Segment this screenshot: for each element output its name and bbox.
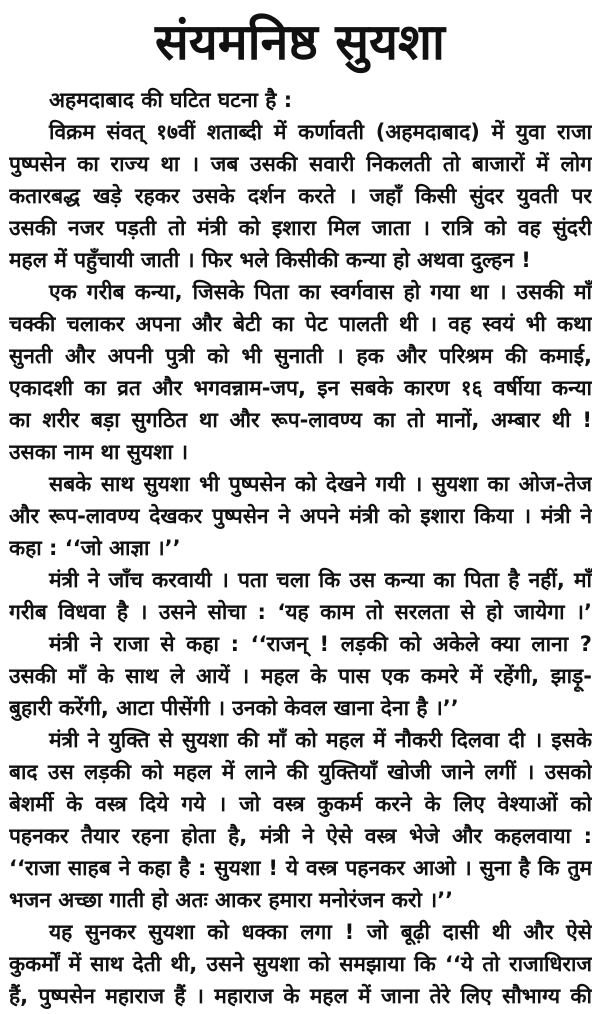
text-line: सुनती और अपनी पुत्री को भी सुनाती । हक और परिश्रम की कमाई, (9, 344, 592, 368)
text-line: मंत्री ने युक्ति से सुयशा की माँ को महल में नौकरी दिलवा दी । इसके (49, 728, 592, 752)
text-line: उसकी माँ के साथ ले आयें । महल के पास एक कमरे में रहेंगी, झाड़ू- (9, 664, 592, 688)
text-line: बाद उस लड़की को महल में लाने की युक्तियाँ खोजी जाने लगीं । उसको (9, 760, 592, 784)
text-line: महल में पहुँचायी जाती । फिर भले किसीकी कन्या हो अथवा दुल्हन ! (9, 248, 531, 272)
text-line: उसकी नजर पड़ती तो मंत्री को इशारा मिल जाता । रात्रि को वह सुंदरी (9, 216, 592, 240)
text-line: एक गरीब कन्या, जिसके पिता का स्वर्गवास हो गया था । उसकी माँ (49, 280, 592, 304)
story-body (9, 84, 592, 1012)
text-line: विक्रम संवत् १७वीं शताब्दी में कर्णावती (अहमदाबाद) में युवा राजा (49, 120, 592, 144)
text-line: कहा : ‘‘जो आज्ञा ।’’ (9, 536, 181, 560)
text-line: भजन अच्छा गाती हो अतः आकर हमारा मनोरंजन करो ।’’ (9, 888, 454, 912)
page-title: संयमनिष्ठ सुयशा (154, 13, 445, 71)
text-line: मंत्री ने राजा से कहा : ‘‘राजन् ! लड़की को अकेले क्या लाना ? (49, 632, 592, 656)
text-line: उसका नाम था सुयशा । (9, 440, 189, 464)
text-line: हैं, पुष्पसेन महाराज हैं । महाराज के महल में जाना तेरे लिए सौभाग्य की (9, 984, 592, 1008)
text-line: और रूप-लावण्य देखकर पुष्पसेन ने अपने मंत्री को इशारा किया । मंत्री ने (9, 504, 592, 528)
text-line: का शरीर बड़ा सुगठित था और रूप-लावण्य का तो मानों, अम्बार थी ! (9, 408, 592, 432)
text-line: एकादशी का व्रत और भगवन्नाम-जप, इन सबके कारण १६ वर्षीया कन्या (9, 376, 592, 400)
text-line: मंत्री ने जाँच करवायी । पता चला कि उस कन्या का पिता है नहीं, माँ (49, 568, 592, 592)
text-line: चक्की चलाकर अपना और बेटी का पेट पालती थी । वह स्वयं भी कथा (9, 312, 592, 336)
text-line: गरीब विधवा है । उसने सोचा : ‘यह काम तो सरलता से हो जायेगा ।’ (9, 600, 592, 624)
text-line: सबके साथ सुयशा भी पुष्पसेन को देखने गयी । सुयशा का ओज-तेज (49, 472, 592, 496)
text-line: पुष्पसेन का राज्य था । जब उसकी सवारी निकलती तो बाजारों में लोग (9, 152, 592, 176)
text-line: अहमदाबाद की घटित घटना है : (49, 88, 293, 112)
text-line: ‘‘राजा साहब ने कहा है : सुयशा ! ये वस्त्र पहनकर आओ । सुना है कि तुम (9, 856, 592, 880)
text-line: यह सुनकर सुयशा को धक्का लगा ! जो बूढ़ी दासी थी और ऐसे (49, 920, 592, 944)
text-line: कुकर्मों में साथ देती थी, उसने सुयशा को समझाया कि ‘‘ये तो राजाधिराज (9, 952, 592, 976)
text-line: बेशर्मी के वस्त्र दिये गये । जो वस्त्र कुकर्म करने के लिए वेश्याओं को (9, 792, 592, 816)
text-line: कतारबद्ध खड़े रहकर उसके दर्शन करते । जहाँ किसी सुंदर युवती पर (9, 184, 592, 208)
text-line: बुहारी करेंगी, आटा पीसेंगी । उनको केवल खाना देना है ।’’ (9, 696, 459, 720)
text-line: पहनकर तैयार रहना होता है, मंत्री ने ऐसे वस्त्र भेजे और कहलवाया : (9, 824, 592, 848)
